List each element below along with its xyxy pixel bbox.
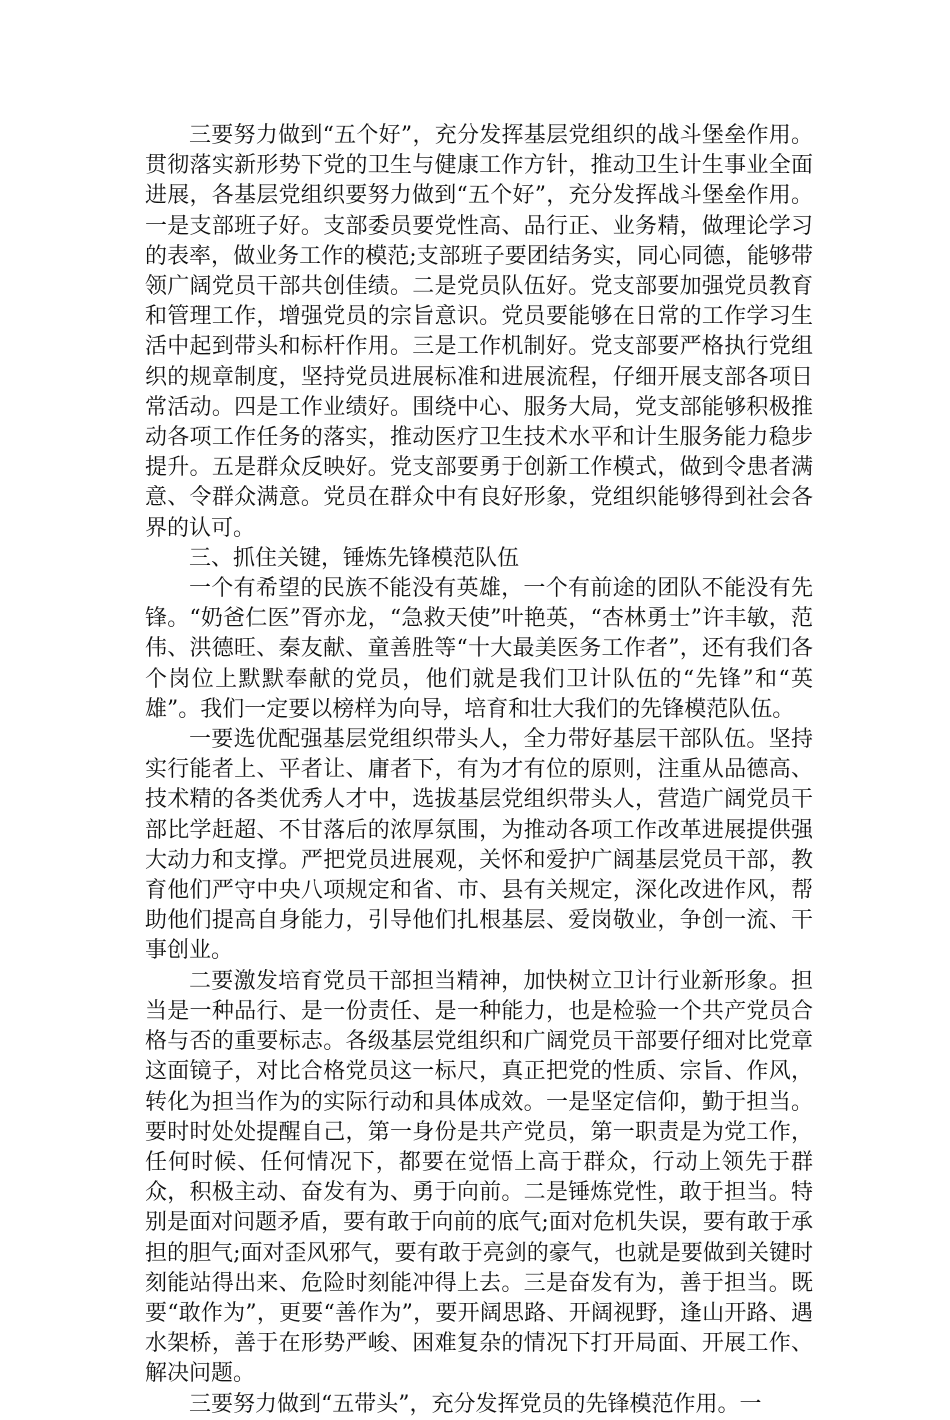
paragraph-five-goods: 三要努力做到“五个好”，充分发挥基层党组织的战斗堡垒作用。贯彻落实新形势下党的卫生与健康工作方针，推动卫生计生事业全面进展，各基层党组织要努力做到“五个好”，充分发挥战斗堡垒作用。一是支部班子好。支部委员要党性高、品行正、业务精，做理论学习的表率，做业务工作的模范;支部班子要团结务实，同心同德，能够带领广阔党员干部共创佳绩。二是党员队伍好。党支部要加强党员教育和管理工作，增强党员的宗旨意识。党员要能够在日常的工作学习生活中起到带头和标杆作用。三是工作机制好。党支部要严格执行党组织的规章制度，坚持党员进展标准和进展流程，仔细开展支部各项日常活动。四是工作业绩好。围绕中心、服务大局，党支部能够积极推动各项工作任务的落实，推动医疗卫生技术水平和计生服务能力稳步提升。五是群众反映好。党支部要勇于创新工作模式，做到令患者满意、令群众满意。党员在群众中有良好形象，党组织能够得到社会各界的认可。 bbox=[145, 123, 813, 541]
paragraph-five-leads: 三要努力做到“五带头”，充分发挥党员的先锋模范作用。一 bbox=[189, 1391, 762, 1417]
paragraph-heroes: 一个有希望的民族不能没有英雄，一个有前途的团队不能没有先锋。“奶爸仁医”胥亦龙，“急救天使”叶艳英，“杏林勇士”许丰敏，范伟、洪德旺、秦友献、童善胜等“十大最美医务工作者”，还有我们各个岗位上默默奉献的党员，他们就是我们卫计队伍的“先锋”和“英雄”。我们一定要以榜样为向导，培育和壮大我们的先锋模范队伍。 bbox=[145, 576, 813, 722]
paragraph-leaders: 一要选优配强基层党组织带头人，全力带好基层干部队伍。坚持实行能者上、平者让、庸者下，有为才有位的原则，注重从品德高、技术精的各类优秀人才中，选拔基层党组织带头人，营造广阔党员干部比学赶超、不甘落后的浓厚氛围，为推动各项工作改革进展提供强大动力和支撑。严把党员进展观，关怀和爱护广阔基层党员干部，教育他们严守中央八项规定和省、市、县有关规定，深化改进作风，帮助他们提高自身能力，引导他们扎根基层、爱岗敬业，争创一流、干事创业。 bbox=[145, 727, 813, 964]
section-heading-3: 三、抓住关键，锤炼先锋模范队伍 bbox=[189, 545, 520, 571]
document-body bbox=[145, 121, 813, 1420]
paragraph-responsibility: 二要激发培育党员干部担当精神，加快树立卫计行业新形象。担当是一种品行、是一份责任、是一种能力，也是检验一个共产党员合格与否的重要标志。各级基层党组织和广阔党员干部要仔细对比党章这面镜子，对比合格党员这一标尺，真正把党的性质、宗旨、作风，转化为担当作为的实际行动和具体成效。一是坚定信仰，勤于担当。要时时处处提醒自己，第一身份是共产党员，第一职责是为党工作，任何时候、任何情况下，都要在觉悟上高于群众，行动上领先于群众，积极主动、奋发有为、勇于向前。二是锤炼党性，敢于担当。特别是面对问题矛盾，要有敢于向前的底气;面对危机失误，要有敢于承担的胆气;面对歪风邪气，要有敢于亮剑的豪气，也就是要做到关键时刻能站得出来、危险时刻能冲得上去。三是奋发有为，善于担当。既要“敢作为”，更要“善作为”，要开阔思路、开阔视野，逢山开路、遇水架桥，善于在形势严峻、困难复杂的情况下打开局面、开展工作、解决问题。 bbox=[145, 968, 813, 1387]
